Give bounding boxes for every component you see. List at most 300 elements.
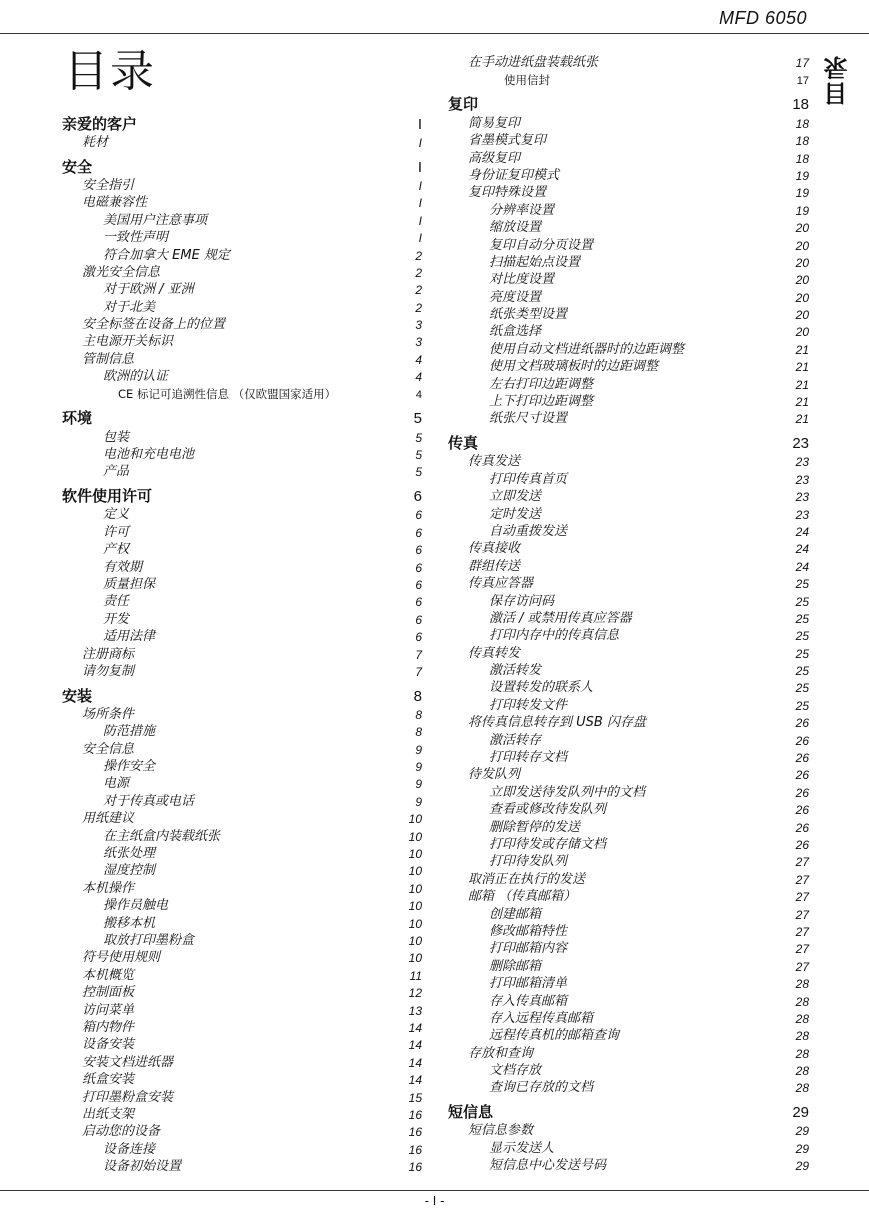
toc-entry-row[interactable] <box>448 974 809 991</box>
toc-entry-row[interactable] <box>448 469 809 486</box>
toc-entry-row[interactable] <box>448 956 809 973</box>
toc-entry-title: 美国用户注意事项 <box>103 212 208 228</box>
toc-entry-row[interactable] <box>448 991 809 1008</box>
toc-entry-row[interactable] <box>62 662 422 679</box>
toc-page-number: 2 <box>415 300 422 315</box>
toc-entry-title: 耗材 <box>82 134 109 150</box>
toc-entry-title: 传真 <box>448 434 479 452</box>
toc-entry-row[interactable] <box>448 70 809 87</box>
toc-entry-title: 操作员触电 <box>103 898 169 914</box>
toc-entry-row[interactable] <box>62 315 422 332</box>
toc-entry-row[interactable] <box>62 844 422 861</box>
toc-entry-row[interactable] <box>62 809 422 826</box>
toc-entry-row[interactable] <box>62 445 422 462</box>
toc-entry-title: 删除邮箱 <box>489 958 542 974</box>
toc-entry-row[interactable] <box>62 176 422 193</box>
toc-entry-title: 符合加拿大 EME 规定 <box>103 247 230 263</box>
toc-entry-row[interactable] <box>62 948 422 965</box>
toc-page-number: 23 <box>795 455 809 470</box>
toc-page-number: 16 <box>408 1160 422 1175</box>
toc-page-number: 27 <box>795 942 809 957</box>
toc-entry-row[interactable] <box>62 861 422 878</box>
toc-page-number: 7 <box>415 664 422 679</box>
toc-entry-row[interactable] <box>448 1043 809 1060</box>
toc-entry-row[interactable] <box>448 695 809 712</box>
toc-page-number: 13 <box>408 1003 422 1018</box>
toc-page-number: 14 <box>408 1073 422 1088</box>
toc-page-number: 12 <box>408 986 422 1001</box>
toc-page-number: 9 <box>415 760 422 775</box>
toc-entry-row[interactable] <box>448 939 809 956</box>
toc-entry-row[interactable] <box>62 705 422 722</box>
toc-entry-title: 纸张类型设置 <box>489 307 568 323</box>
toc-page-number: 21 <box>795 360 809 375</box>
toc-page-number: 6 <box>415 508 422 523</box>
toc-page-number: 28 <box>795 994 809 1009</box>
toc-entry-row[interactable] <box>62 627 422 644</box>
toc-entry-row[interactable] <box>62 522 422 539</box>
toc-entry-title: 复印自动分页设置 <box>489 237 594 253</box>
toc-entry-title: 产权 <box>103 542 130 558</box>
toc-entry-title: 一致性声明 <box>103 230 169 246</box>
toc-entry-row[interactable] <box>448 626 809 643</box>
toc-entry-row[interactable] <box>62 1000 422 1017</box>
document-model-header: MFD 6050 <box>718 8 807 28</box>
toc-page-number: 18 <box>795 134 809 149</box>
toc-page-number: 18 <box>795 116 809 131</box>
toc-page-number: 10 <box>408 812 422 827</box>
toc-entry-row[interactable] <box>448 148 809 165</box>
toc-page-number: 5 <box>415 465 422 480</box>
toc-entry-title: 控制面板 <box>82 985 135 1001</box>
toc-entry-title: 启动您的设备 <box>82 1124 161 1140</box>
toc-entry-row[interactable] <box>448 487 809 504</box>
toc-entry-title: 许可 <box>103 524 130 540</box>
toc-entry-row[interactable] <box>448 730 809 747</box>
toc-entry-row[interactable] <box>448 835 809 852</box>
toc-entry-row[interactable] <box>448 452 809 469</box>
toc-entry-title: 场所条件 <box>82 706 135 722</box>
toc-page-number: 29 <box>795 1159 809 1174</box>
toc-page-number: 5 <box>415 448 422 463</box>
toc-entry-title: 打印邮箱内容 <box>489 941 568 957</box>
toc-entry-row[interactable] <box>62 896 422 913</box>
toc-entry-title: 包装 <box>103 429 130 445</box>
toc-entry-row[interactable] <box>448 609 809 626</box>
toc-entry-row[interactable] <box>448 1078 809 1095</box>
toc-entry-row[interactable] <box>448 322 809 339</box>
toc-entry-row[interactable] <box>62 1122 422 1139</box>
toc-page-number: 4 <box>415 370 422 385</box>
side-tab-label: 目录 <box>824 54 852 106</box>
toc-page-number: 18 <box>792 96 809 114</box>
toc-entry-row[interactable] <box>62 280 422 297</box>
toc-page-number: 20 <box>795 255 809 270</box>
toc-page-number: 25 <box>795 629 809 644</box>
toc-page-number: 24 <box>795 524 809 539</box>
toc-entry-title: 亮度设置 <box>489 289 542 305</box>
toc-entry-row[interactable] <box>62 575 422 592</box>
toc-entry-title: 设置转发的联系人 <box>489 680 594 696</box>
toc-entry-title: 适用法律 <box>103 629 156 645</box>
toc-entry-title: 立即发送待发队列中的文档 <box>489 784 646 800</box>
toc-page-number: 24 <box>795 542 809 557</box>
toc-page-number: 23 <box>795 490 809 505</box>
toc-entry-row[interactable] <box>448 183 809 200</box>
toc-entry-row[interactable] <box>448 817 809 834</box>
toc-entry-row[interactable] <box>62 1105 422 1122</box>
toc-entry-row[interactable] <box>448 922 809 939</box>
toc-entry-title: 有效期 <box>103 559 143 575</box>
toc-entry-row[interactable] <box>62 1070 422 1087</box>
toc-entry-row[interactable] <box>448 409 809 426</box>
toc-entry-row[interactable] <box>448 1138 809 1155</box>
toc-entry-row[interactable] <box>448 661 809 678</box>
toc-page-number: 21 <box>795 395 809 410</box>
toc-entry-title: 请勿复制 <box>82 663 135 679</box>
toc-entry-title: 欧洲的认证 <box>103 369 169 385</box>
toc-page-number: 25 <box>795 698 809 713</box>
toc-entry-title: 纸张处理 <box>103 846 156 862</box>
toc-entry-title: 使用自动文档进纸器时的边距调整 <box>489 341 685 357</box>
toc-entry-row[interactable] <box>62 540 422 557</box>
toc-left-column <box>62 111 422 1174</box>
toc-entry-row[interactable] <box>62 913 422 930</box>
toc-entry-row[interactable] <box>448 166 809 183</box>
toc-right-column <box>448 53 809 1173</box>
toc-entry-row[interactable] <box>62 245 422 262</box>
toc-entry-row[interactable] <box>62 739 422 756</box>
toc-entry-title: 操作安全 <box>103 759 156 775</box>
toc-page-number: 9 <box>415 742 422 757</box>
toc-entry-title: 注册商标 <box>82 646 135 662</box>
toc-entry-title: 存入传真邮箱 <box>489 993 568 1009</box>
toc-page-number: 27 <box>795 890 809 905</box>
toc-entry-row[interactable] <box>448 392 809 409</box>
toc-entry-row[interactable] <box>448 887 809 904</box>
toc-entry-row[interactable] <box>448 522 809 539</box>
toc-entry-row[interactable] <box>448 339 809 356</box>
toc-entry-row[interactable] <box>448 869 809 886</box>
toc-entry-title: 打印邮箱清单 <box>489 976 568 992</box>
toc-entry-title: 设备安装 <box>82 1037 135 1053</box>
toc-page-number: 10 <box>408 864 422 879</box>
toc-page-number: 23 <box>795 472 809 487</box>
toc-entry-row[interactable] <box>448 374 809 391</box>
toc-entry-title: 取放打印墨粉盒 <box>103 932 195 948</box>
toc-page-number: 28 <box>795 1011 809 1026</box>
toc-entry-row[interactable] <box>62 722 422 739</box>
toc-page-number: 9 <box>415 777 422 792</box>
toc-page-number: 29 <box>795 1141 809 1156</box>
toc-entry-title: 纸盒安装 <box>82 1072 135 1088</box>
toc-entry-row[interactable] <box>62 332 422 349</box>
toc-page-number: 16 <box>408 1142 422 1157</box>
toc-entry-row[interactable] <box>448 678 809 695</box>
toc-entry-row[interactable] <box>448 1121 809 1138</box>
toc-chapter-row[interactable] <box>62 154 422 176</box>
toc-entry-title: 用纸建议 <box>82 811 135 827</box>
toc-page-number: 2 <box>415 283 422 298</box>
toc-chapter-row[interactable] <box>62 683 422 705</box>
toc-entry-title: 电源 <box>103 776 130 792</box>
toc-entry-row[interactable] <box>448 713 809 730</box>
toc-page-number: 16 <box>408 1107 422 1122</box>
toc-entry-row[interactable] <box>62 1018 422 1035</box>
toc-page-number: 20 <box>795 290 809 305</box>
toc-page-number: 27 <box>795 907 809 922</box>
toc-page-number: 20 <box>795 238 809 253</box>
toc-entry-row[interactable] <box>62 133 422 150</box>
toc-page-number: 6 <box>415 630 422 645</box>
toc-page-number: 21 <box>795 342 809 357</box>
toc-entry-row[interactable] <box>448 591 809 608</box>
toc-page-number: 4 <box>415 388 422 401</box>
page-title: 目录 <box>64 46 156 97</box>
toc-page-number: 25 <box>795 646 809 661</box>
toc-page-number: 14 <box>408 1020 422 1035</box>
toc-entry-title: 修改邮箱特性 <box>489 923 568 939</box>
toc-entry-row[interactable] <box>62 983 422 1000</box>
toc-entry-row[interactable] <box>62 931 422 948</box>
toc-page-number: 17 <box>796 74 809 87</box>
toc-entry-title: 访问菜单 <box>82 1002 135 1018</box>
toc-page-number: 2 <box>415 265 422 280</box>
toc-entry-row[interactable] <box>448 904 809 921</box>
toc-entry-row[interactable] <box>62 427 422 444</box>
toc-entry-row[interactable] <box>448 235 809 252</box>
toc-page-number: 6 <box>415 595 422 610</box>
toc-chapter-row[interactable] <box>62 111 422 133</box>
toc-entry-title: 分辨率设置 <box>489 202 555 218</box>
toc-entry-title: 简易复印 <box>468 115 521 131</box>
toc-chapter-row[interactable] <box>448 92 809 114</box>
toc-page-number: 25 <box>795 611 809 626</box>
toc-entry-row[interactable] <box>448 748 809 765</box>
footer-rule <box>0 1190 869 1191</box>
toc-page-number: 10 <box>408 951 422 966</box>
toc-chapter-row[interactable] <box>62 483 422 505</box>
toc-entry-title: 管制信息 <box>82 351 135 367</box>
toc-page-number: 4 <box>415 352 422 367</box>
toc-entry-row[interactable] <box>448 1156 809 1173</box>
toc-entry-row[interactable] <box>62 791 422 808</box>
toc-entry-title: 搬移本机 <box>103 915 156 931</box>
toc-page-number: I <box>418 178 422 193</box>
toc-entry-row[interactable] <box>448 287 809 304</box>
toc-page-number: I <box>418 213 422 228</box>
toc-entry-title: 短信息 <box>448 1103 494 1122</box>
toc-page-number: 6 <box>415 612 422 627</box>
toc-entry-title: 创建邮箱 <box>489 906 542 922</box>
toc-entry-title: 防范措施 <box>103 724 156 740</box>
toc-entry-row[interactable] <box>62 644 422 661</box>
toc-entry-row[interactable] <box>448 131 809 148</box>
toc-entry-title: 打印内存中的传真信息 <box>489 628 620 644</box>
toc-page-number: 3 <box>415 318 422 333</box>
toc-entry-title: 本机操作 <box>82 880 135 896</box>
toc-entry-row[interactable] <box>448 1026 809 1043</box>
toc-page-number: 28 <box>795 977 809 992</box>
toc-entry-title: 将传真信息转存到 USB 闪存盘 <box>468 715 646 731</box>
toc-page-number: 26 <box>795 803 809 818</box>
toc-entry-row[interactable] <box>62 367 422 384</box>
toc-page-number: 19 <box>795 186 809 201</box>
toc-entry-row[interactable] <box>62 1087 422 1104</box>
toc-entry-title: 定义 <box>103 507 130 523</box>
toc-page-number: 28 <box>795 1029 809 1044</box>
toc-entry-title: 身份证复印模式 <box>468 167 560 183</box>
toc-page-number: 6 <box>415 543 422 558</box>
toc-entry-title: 安全 <box>62 157 93 176</box>
toc-entry-row[interactable] <box>62 384 422 401</box>
toc-page-number: 20 <box>795 325 809 340</box>
toc-page-number: 18 <box>795 151 809 166</box>
toc-entry-title: 短信息中心发送号码 <box>489 1158 607 1174</box>
toc-page-number: 5 <box>415 430 422 445</box>
toc-entry-row[interactable] <box>448 305 809 322</box>
toc-entry-title: 在手动进纸盘装载纸张 <box>468 55 599 71</box>
toc-page-number: 19 <box>795 203 809 218</box>
toc-page-number: 27 <box>795 924 809 939</box>
toc-entry-row[interactable] <box>448 556 809 573</box>
toc-page-number: 14 <box>408 1038 422 1053</box>
toc-page-number: 15 <box>408 1090 422 1105</box>
toc-entry-title: 删除暂停的发送 <box>489 819 581 835</box>
toc-entry-title: 符号使用规则 <box>82 950 161 966</box>
toc-entry-row[interactable] <box>448 357 809 374</box>
toc-page-number: 27 <box>795 872 809 887</box>
toc-page-number: 27 <box>795 855 809 870</box>
toc-page-number: 26 <box>795 716 809 731</box>
toc-entry-row[interactable] <box>62 557 422 574</box>
toc-entry-title: 出纸支架 <box>82 1106 135 1122</box>
toc-page-number: 26 <box>795 751 809 766</box>
toc-entry-row[interactable] <box>62 609 422 626</box>
toc-entry-row[interactable] <box>62 349 422 366</box>
toc-entry-title: 亲爱的客户 <box>62 114 138 133</box>
toc-page-number: 19 <box>795 168 809 183</box>
toc-entry-title: 传真发送 <box>468 454 521 470</box>
toc-entry-row[interactable] <box>448 539 809 556</box>
toc-page-number: 3 <box>415 335 422 350</box>
toc-entry-row[interactable] <box>62 1139 422 1156</box>
toc-entry-row[interactable] <box>62 505 422 522</box>
toc-entry-title: 安全指引 <box>82 177 135 193</box>
toc-page-number: 23 <box>795 507 809 522</box>
toc-entry-title: 查看或修改待发队列 <box>489 802 607 818</box>
toc-page-number: 10 <box>408 829 422 844</box>
toc-entry-row[interactable] <box>448 53 809 70</box>
toc-entry-title: 复印 <box>448 95 479 114</box>
toc-page-number: I <box>417 158 422 176</box>
toc-entry-title: 复印特殊设置 <box>468 185 547 201</box>
toc-entry-title: 取消正在执行的发送 <box>468 871 586 887</box>
toc-entry-title: 电池和充电电池 <box>103 447 195 463</box>
toc-entry-row[interactable] <box>448 852 809 869</box>
toc-entry-title: 激活转存 <box>489 732 542 748</box>
toc-entry-title: 群组传送 <box>468 558 521 574</box>
toc-entry-row[interactable] <box>62 965 422 982</box>
toc-page-number: I <box>418 196 422 211</box>
toc-entry-title: 远程传真机的邮箱查询 <box>489 1028 620 1044</box>
toc-entry-title: 电磁兼容性 <box>82 195 148 211</box>
toc-page-number: 28 <box>795 1064 809 1079</box>
toc-entry-title: 待发队列 <box>468 767 521 783</box>
toc-entry-title: 打印转存文档 <box>489 750 568 766</box>
toc-entry-title: 主电源开关标识 <box>82 334 174 350</box>
toc-entry-row[interactable] <box>448 200 809 217</box>
toc-entry-title: 存入远程传真邮箱 <box>489 1010 594 1026</box>
toc-page-number: 24 <box>795 559 809 574</box>
toc-entry-title: 立即发送 <box>489 489 542 505</box>
toc-entry-row[interactable] <box>62 1157 422 1174</box>
toc-entry-row[interactable] <box>448 1009 809 1026</box>
toc-entry-row[interactable] <box>62 462 422 479</box>
toc-entry-row[interactable] <box>62 228 422 245</box>
toc-entry-title: 纸盒选择 <box>489 324 542 340</box>
toc-page-number: 6 <box>413 488 422 506</box>
toc-entry-row[interactable] <box>448 643 809 660</box>
toc-page-number: 23 <box>792 435 809 452</box>
toc-entry-row[interactable] <box>62 1035 422 1052</box>
toc-entry-title: 自动重拨发送 <box>489 523 568 539</box>
toc-page-number: 5 <box>413 410 422 428</box>
toc-entry-row[interactable] <box>62 878 422 895</box>
toc-page-number: 8 <box>415 707 422 722</box>
toc-chapter-row[interactable] <box>62 406 422 428</box>
toc-entry-row[interactable] <box>448 218 809 235</box>
toc-entry-row[interactable] <box>448 270 809 287</box>
toc-page-number: 8 <box>415 725 422 740</box>
toc-chapter-row[interactable] <box>448 1099 809 1121</box>
toc-page-number: I <box>418 135 422 150</box>
toc-entry-row[interactable] <box>62 263 422 280</box>
toc-entry-row[interactable] <box>448 574 809 591</box>
toc-entry-row[interactable] <box>62 193 422 210</box>
toc-entry-row[interactable] <box>62 592 422 609</box>
toc-page-number: 28 <box>795 1081 809 1096</box>
toc-entry-title: 设备初始设置 <box>103 1159 182 1175</box>
toc-entry-title: 对于北美 <box>103 299 156 315</box>
toc-entry-row[interactable] <box>62 774 422 791</box>
toc-page-number: 28 <box>795 1046 809 1061</box>
toc-entry-row[interactable] <box>448 1061 809 1078</box>
toc-entry-row[interactable] <box>448 782 809 799</box>
toc-entry-title: 传真接收 <box>468 541 521 557</box>
toc-entry-row[interactable] <box>448 800 809 817</box>
toc-entry-title: 邮箱 （传真邮箱） <box>468 889 577 905</box>
toc-entry-row[interactable] <box>62 210 422 227</box>
toc-entry-row[interactable] <box>448 504 809 521</box>
toc-entry-title: 对于欧洲 / 亚洲 <box>103 282 194 298</box>
toc-entry-row[interactable] <box>62 826 422 843</box>
toc-entry-row[interactable] <box>448 253 809 270</box>
toc-entry-row[interactable] <box>62 297 422 314</box>
toc-entry-title: 显示发送人 <box>489 1140 555 1156</box>
toc-entry-row[interactable] <box>448 765 809 782</box>
toc-entry-title: 激光安全信息 <box>82 264 161 280</box>
toc-entry-title: 存放和查询 <box>468 1045 534 1061</box>
toc-entry-row[interactable] <box>62 1052 422 1069</box>
toc-chapter-row[interactable] <box>448 430 809 452</box>
toc-entry-row[interactable] <box>62 757 422 774</box>
toc-entry-title: 环境 <box>62 409 93 428</box>
toc-page-number: I <box>418 231 422 246</box>
toc-entry-row[interactable] <box>448 113 809 130</box>
toc-page-number: 10 <box>408 916 422 931</box>
toc-entry-title: 高级复印 <box>468 150 521 166</box>
